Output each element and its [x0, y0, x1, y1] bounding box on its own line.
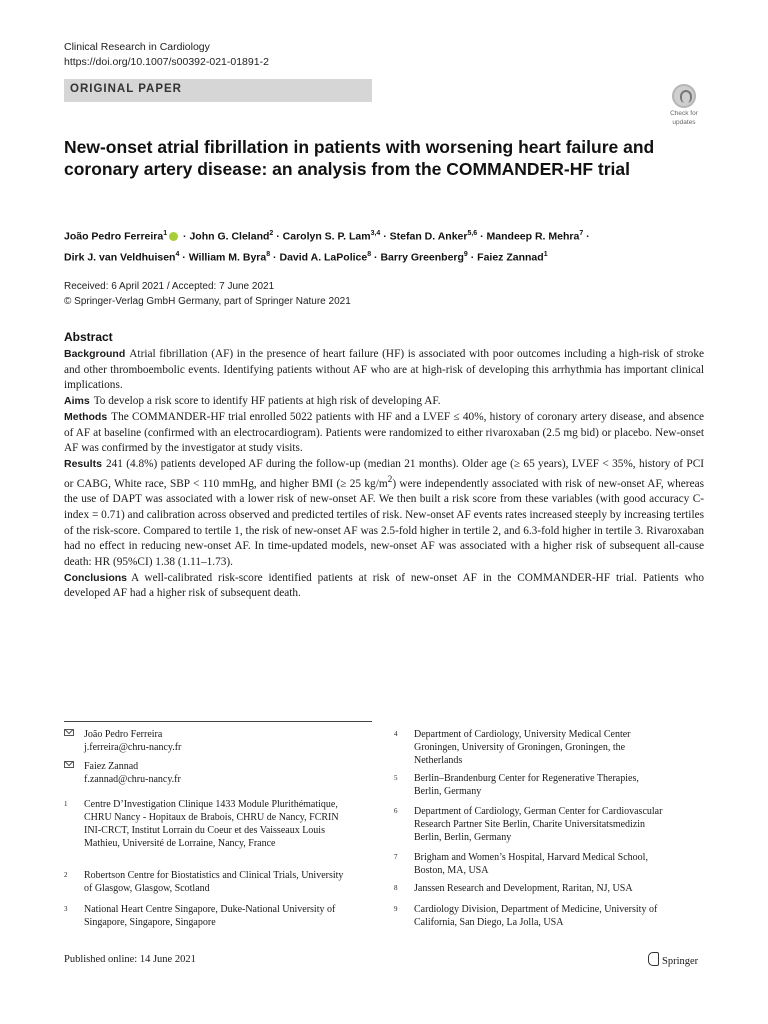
check-updates-line2: updates: [672, 119, 696, 126]
publisher-logo: [648, 952, 698, 967]
author-affiliation: 9: [463, 250, 468, 258]
affiliation-number: 7: [394, 853, 398, 861]
abstract-label: Background: [64, 348, 126, 360]
affiliation-text: Centre D’Investigation Clinique 1433 Module Plurithématique, CHRU Nancy - Hopitaux de Brabois, CHRU de Nancy, FCRIN INI-CRCT, Institut Lorrain du Coeur et des Vaisseaux Louis Mathieu, Université de Lorraine, Nancy, France: [84, 799, 339, 849]
affiliation-text: Janssen Research and Development, Raritan, NJ, USA: [414, 883, 633, 894]
abstract-text: Atrial fibrillation (AF) in the presence of heart failure (HF) is associated with poor outcomes including a high-risk of stroke and other thromboembolic events. Identifying patients without AF who are at high-risk of developing this arrhythmia has important clinical implications.: [64, 348, 704, 392]
abstract-heading: Abstract: [64, 330, 113, 344]
journal-header: [64, 40, 269, 70]
contact-entry: [64, 760, 374, 788]
copyright-line: © Springer-Verlag GmbH Germany, part of Springer Nature 2021: [64, 296, 351, 307]
affiliation-number: 6: [394, 807, 398, 815]
author-name[interactable]: Barry Greenberg: [380, 251, 464, 263]
affiliation-number: 1: [64, 800, 68, 808]
abstract-results: [64, 457, 704, 571]
abstract-text: 241 (4.8%) patients developed AF during the follow-up (median 21 months). Older age (≥ 65 years), LVEF < 35%, history of PCI or CABG, White race, SBP < 110 mmHg, and higher BMI (≥ 25 kg/m: [64, 457, 704, 490]
affiliation-number: 4: [394, 730, 398, 738]
publisher-name: Springer: [662, 956, 699, 967]
affiliation-text: Berlin–Brandenburg Center for Regenerative Therapies, Berlin, Germany: [414, 773, 639, 797]
abstract-text: A well-calibrated risk-score identified patients at risk of new-onset AF in the COMMANDER-HF trial. Patients who developed AF had a higher risk of subsequent death.: [64, 571, 704, 600]
affiliation-item: [394, 851, 704, 879]
author-name[interactable]: Stefan D. Anker: [389, 230, 468, 243]
journal-name: Clinical Research in Cardiology: [64, 41, 210, 53]
affiliation-number: 8: [394, 884, 398, 892]
article-title: New-onset atrial fibrillation in patients with worsening heart failure and coronary artery disease: an analysis from the COMMANDER-HF trial: [64, 137, 655, 179]
doi-link[interactable]: https://doi.org/10.1007/s00392-021-01891-2: [64, 56, 269, 68]
contact-name: Faiez Zannad: [84, 761, 139, 772]
abstract-text: ) were independently associated with risk of new-onset AF, whereas the use of DAPT was associated with a lower risk of new-onset AF. We then built a risk score from these variables (with good accuracy C-index = 0.71) and calibration across observed and predicted tertiles of risk. New-onset AF events rates increased steeply by increasing tertiles of the risk-score. Compared to tertile 1, the risk of new-onset AF was 2.5-fold higher in tertile 2, and 6.3-fold higher in tertile 3. Rivaroxaban had no effect in reducing new-onset AF. In time-updated models, new-onset AF was associated with a higher risk of subsequent all-cause death: HR (95%CI) 1.38 (1.11–1.73).: [64, 477, 704, 568]
check-updates-icon: [672, 84, 696, 108]
contact-entry: [64, 728, 374, 756]
author-name[interactable]: David A. LaPolice: [279, 251, 368, 263]
abstract-label: Aims: [64, 395, 90, 408]
envelope-icon: [64, 761, 74, 768]
article-type-label: ORIGINAL PAPER: [70, 83, 182, 95]
affiliation-item: [394, 772, 704, 800]
contact-email[interactable]: f.zannad@chru-nancy.fr: [84, 774, 181, 785]
article-type-banner: [64, 79, 372, 102]
affiliation-number: 5: [394, 774, 398, 782]
affiliation-item: [64, 869, 374, 899]
orcid-icon[interactable]: [169, 232, 178, 241]
abstract-conclusions: [64, 571, 704, 602]
affiliation-number: 9: [394, 905, 398, 913]
author-affiliation: 3,4: [370, 230, 381, 237]
abstract-text: To develop a risk score to identify HF patients at high risk of developing AF.: [93, 395, 441, 408]
author-name[interactable]: João Pedro Ferreira: [64, 230, 164, 243]
affiliation-text: Robertson Centre for Biostatistics and Clinical Trials, University of Glasgow, Glasgow, Scotland: [84, 870, 344, 894]
footnote-divider: [64, 721, 372, 722]
affiliation-text: Department of Cardiology, German Center for Cardiovascular Research Partner Site Berlin, Charite Universitatsmedizin Berlin, Berlin, Germany: [414, 806, 663, 843]
abstract-background: [64, 347, 704, 394]
author-name[interactable]: Faiez Zannad: [477, 251, 544, 263]
abstract-text: The COMMANDER-HF trial enrolled 5022 patients with HF and a LVEF ≤ 40%, history of coronary artery disease, and absence of AF at baseline (confirmed with an electrocardiogram). Patients were randomized to either rivaroxaban (2.5 mg bid) or placebo. New-onset AF was confirmed by the investigator at study visits.: [64, 410, 704, 455]
contact-name: João Pedro Ferreira: [84, 729, 163, 740]
author-name[interactable]: Carolyn S. P. Lam: [282, 230, 371, 243]
abstract-label: Conclusions: [64, 571, 128, 584]
author-affiliation: 8: [367, 250, 372, 258]
author-name[interactable]: William M. Byra: [188, 251, 267, 263]
affiliation-text: Department of Cardiology, University Medical Center Groningen, University of Groningen, Groningen, the Netherlands: [414, 729, 631, 766]
affiliation-text: Cardiology Division, Department of Medicine, University of California, San Diego, La Jolla, USA: [414, 904, 658, 928]
author-affiliation: 8: [266, 250, 271, 258]
abstract-aims: [64, 394, 704, 410]
contact-email[interactable]: j.ferreira@chru-nancy.fr: [84, 742, 182, 753]
abstract-body: [64, 347, 704, 602]
affiliation-number: 3: [64, 905, 68, 913]
author-affiliation: 2: [269, 230, 274, 237]
check-for-updates-badge[interactable]: [664, 84, 704, 126]
affiliation-text: Brigham and Women’s Hospital, Harvard Medical School, Boston, MA, USA: [414, 852, 648, 876]
affiliation-item: [64, 798, 374, 868]
article-dates: [64, 279, 351, 309]
envelope-icon: [64, 729, 74, 736]
abstract-label: Methods: [64, 410, 108, 423]
affiliation-item: [64, 903, 374, 933]
published-online: Published online: 14 June 2021: [64, 954, 196, 965]
author-name[interactable]: Mandeep R. Mehra: [486, 230, 580, 243]
author-name[interactable]: John G. Cleland: [189, 230, 270, 243]
affiliation-number: 2: [64, 871, 68, 879]
author-list: João Pedro Ferreira$^1$ · John G. Cleland$^2$ · Carolyn S. P. Lam$^{3,4}$ · Stefan D. Anker$^{5,6}$ · Mandeep R. Mehra$^7$ · Dirk J. van Veldhuisen$^4$ · William M. Byra$^8$ · David A. LaPolice$^8$ · Barry Greenberg$^9$ · Faiez Zannad$^1$: [64, 230, 590, 263]
affiliation-item: [394, 728, 704, 770]
abstract-methods: [64, 410, 704, 457]
affiliation-text: National Heart Centre Singapore, Duke-National University of Singapore, Singapore, Singapore: [84, 904, 336, 928]
affiliation-item: [394, 882, 704, 898]
author-affiliation: 1: [163, 230, 168, 237]
check-updates-line1: Check for: [670, 110, 698, 117]
superscript: 2: [387, 474, 393, 485]
abstract-label: Results: [64, 457, 102, 470]
author-affiliation: 4: [175, 250, 180, 258]
author-affiliation: 7: [579, 230, 584, 237]
affiliation-item: [394, 903, 704, 933]
author-affiliation: 5,6: [467, 230, 478, 237]
springer-horse-icon: [648, 952, 659, 966]
affiliation-item: [394, 805, 704, 847]
received-accepted: Received: 6 April 2021 / Accepted: 7 June 2021: [64, 281, 275, 292]
author-name[interactable]: Dirk J. van Veldhuisen: [64, 251, 176, 263]
author-affiliation: 1: [543, 250, 548, 258]
